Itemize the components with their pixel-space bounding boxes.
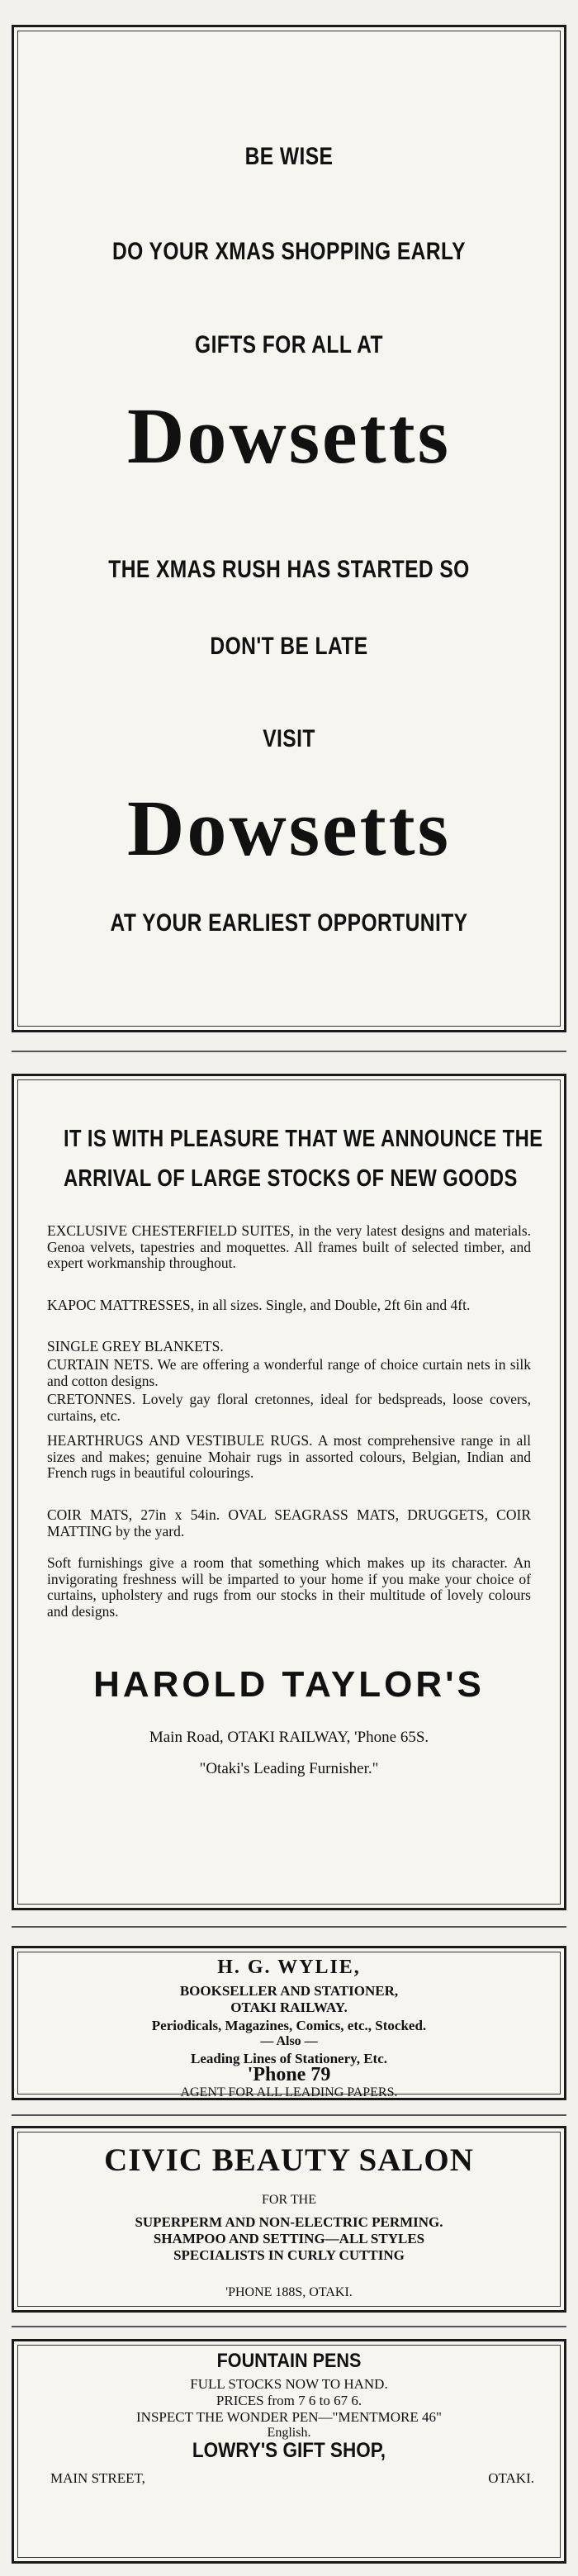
lowry-advert: [12, 2339, 566, 2564]
taylor-hearthrugs: HEARTHRUGS AND VESTIBULE RUGS. A most comprehensive range in all sizes and makes; genuine Mohair rugs in assorted colours, Belgian, Indian and French rugs in beautiful colourings.: [47, 1432, 531, 1481]
taylor-blankets: SINGLE GREY BLANKETS.: [47, 1338, 224, 1354]
taylor-headline-2: ARRIVAL OF LARGE STOCKS OF NEW GOODS: [63, 1165, 518, 1192]
dowsetts-inner-border: [17, 31, 561, 1027]
lowry-wonder-pen: INSPECT THE WONDER PEN—"MENTMORE 46": [136, 2409, 442, 2425]
wylie-bookseller: BOOKSELLER AND STATIONER,: [179, 1983, 399, 1999]
lowry-full-stocks: FULL STOCKS NOW TO HAND.: [190, 2376, 388, 2392]
taylor-curtain-nets: CURTAIN NETS. We are offering a wonderful range of choice curtain nets in silk and cotton designs.: [47, 1356, 531, 1389]
taylor-coir: COIR MATS, 27in x 54in. OVAL SEAGRASS MATS, DRUGGETS, COIR MATTING by the yard.: [47, 1506, 531, 1539]
taylor-chesterfield: EXCLUSIVE CHESTERFIELD SUITES, in the very latest designs and materials. Genoa velvets, tapestries and moquettes. All frames built of selected timber, and expert workmanship throughout.: [47, 1222, 531, 1271]
dowsetts-gifts: GIFTS FOR ALL AT: [195, 331, 383, 358]
wylie-advert: [12, 1946, 566, 2100]
taylor-cretonnes: CRETONNES. Lovely gay floral cretonnes, ideal for bedspreads, loose covers, curtains, etc.: [47, 1391, 531, 1424]
wylie-agent: AGENT FOR ALL LEADING PAPERS.: [180, 2085, 398, 2099]
dowsetts-opportunity: AT YOUR EARLIEST OPPORTUNITY: [110, 909, 468, 937]
dowsetts-visit: VISIT: [263, 725, 315, 752]
column-rule-1: [12, 1051, 566, 1052]
dowsetts-dont-be-late: DON'T BE LATE: [210, 633, 368, 660]
civic-name: CIVIC BEAUTY SALON: [104, 2142, 474, 2178]
civic-beauty-advert: [12, 2126, 566, 2313]
dowsetts-be-wise: BE WISE: [244, 143, 334, 170]
civic-shampoo: SHAMPOO AND SETTING—ALL STYLES: [153, 2231, 425, 2246]
dowsetts-advert: [12, 25, 566, 1032]
civic-for-the: FOR THE: [262, 2193, 316, 2207]
dowsetts-shop-early: DO YOUR XMAS SHOPPING EARLY: [112, 238, 466, 265]
dowsetts-brand-2: Dowsetts: [127, 784, 451, 872]
wylie-stationery: Leading Lines of Stationery, Etc.: [190, 2051, 387, 2066]
wylie-also: — Also —: [260, 2034, 318, 2048]
taylor-store-name: HAROLD TAYLOR'S: [93, 1664, 485, 1705]
civic-phone: 'PHONE 188S, OTAKI.: [225, 2285, 353, 2299]
lowry-prices: PRICES from 7 6 to 67 6.: [216, 2393, 362, 2408]
column-rule-3: [12, 2114, 566, 2116]
taylor-address: Main Road, OTAKI RAILWAY, 'Phone 65S.: [149, 1729, 429, 1746]
dowsetts-brand-1: Dowsetts: [127, 391, 451, 480]
civic-superperm: SUPERPERM AND NON-ELECTRIC PERMING.: [135, 2214, 443, 2230]
lowry-street: MAIN STREET,: [50, 2470, 145, 2486]
column-rule-4: [12, 2326, 566, 2327]
wylie-periodicals: Periodicals, Magazines, Comics, etc., Stocked.: [151, 2018, 427, 2033]
lowry-shop-name: LOWRY'S GIFT SHOP,: [192, 2439, 386, 2462]
lowry-english: English.: [267, 2426, 311, 2440]
taylor-soft-furnishings: Soft furnishings give a room that something which makes up its character. An invigorating freshness will be imparted to your home if you make your choice of curtains, upholstery and rugs from our stocks in their multitude of lovely colours and designs.: [47, 1554, 531, 1620]
wylie-name: H. G. WYLIE,: [217, 1957, 361, 1978]
taylor-slogan: "Otaki's Leading Furnisher.": [199, 1760, 379, 1777]
wylie-railway: OTAKI RAILWAY.: [230, 2000, 348, 2015]
taylor-headline-1: IT IS WITH PLEASURE THAT WE ANNOUNCE THE: [63, 1126, 543, 1152]
wylie-phone: 'Phone 79: [247, 2064, 331, 2085]
lowry-town: OTAKI.: [488, 2470, 534, 2486]
dowsetts-xmas-rush: THE XMAS RUSH HAS STARTED SO: [108, 556, 470, 583]
civic-specialists: SPECIALISTS IN CURLY CUTTING: [173, 2247, 405, 2263]
taylor-kapoc: KAPOC MATTRESSES, in all sizes. Single, and Double, 2ft 6in and 4ft.: [47, 1297, 471, 1313]
harold-taylor-advert: [12, 1074, 566, 1910]
lowry-title: FOUNTAIN PENS: [216, 2350, 362, 2372]
column-rule-2: [12, 1926, 566, 1928]
